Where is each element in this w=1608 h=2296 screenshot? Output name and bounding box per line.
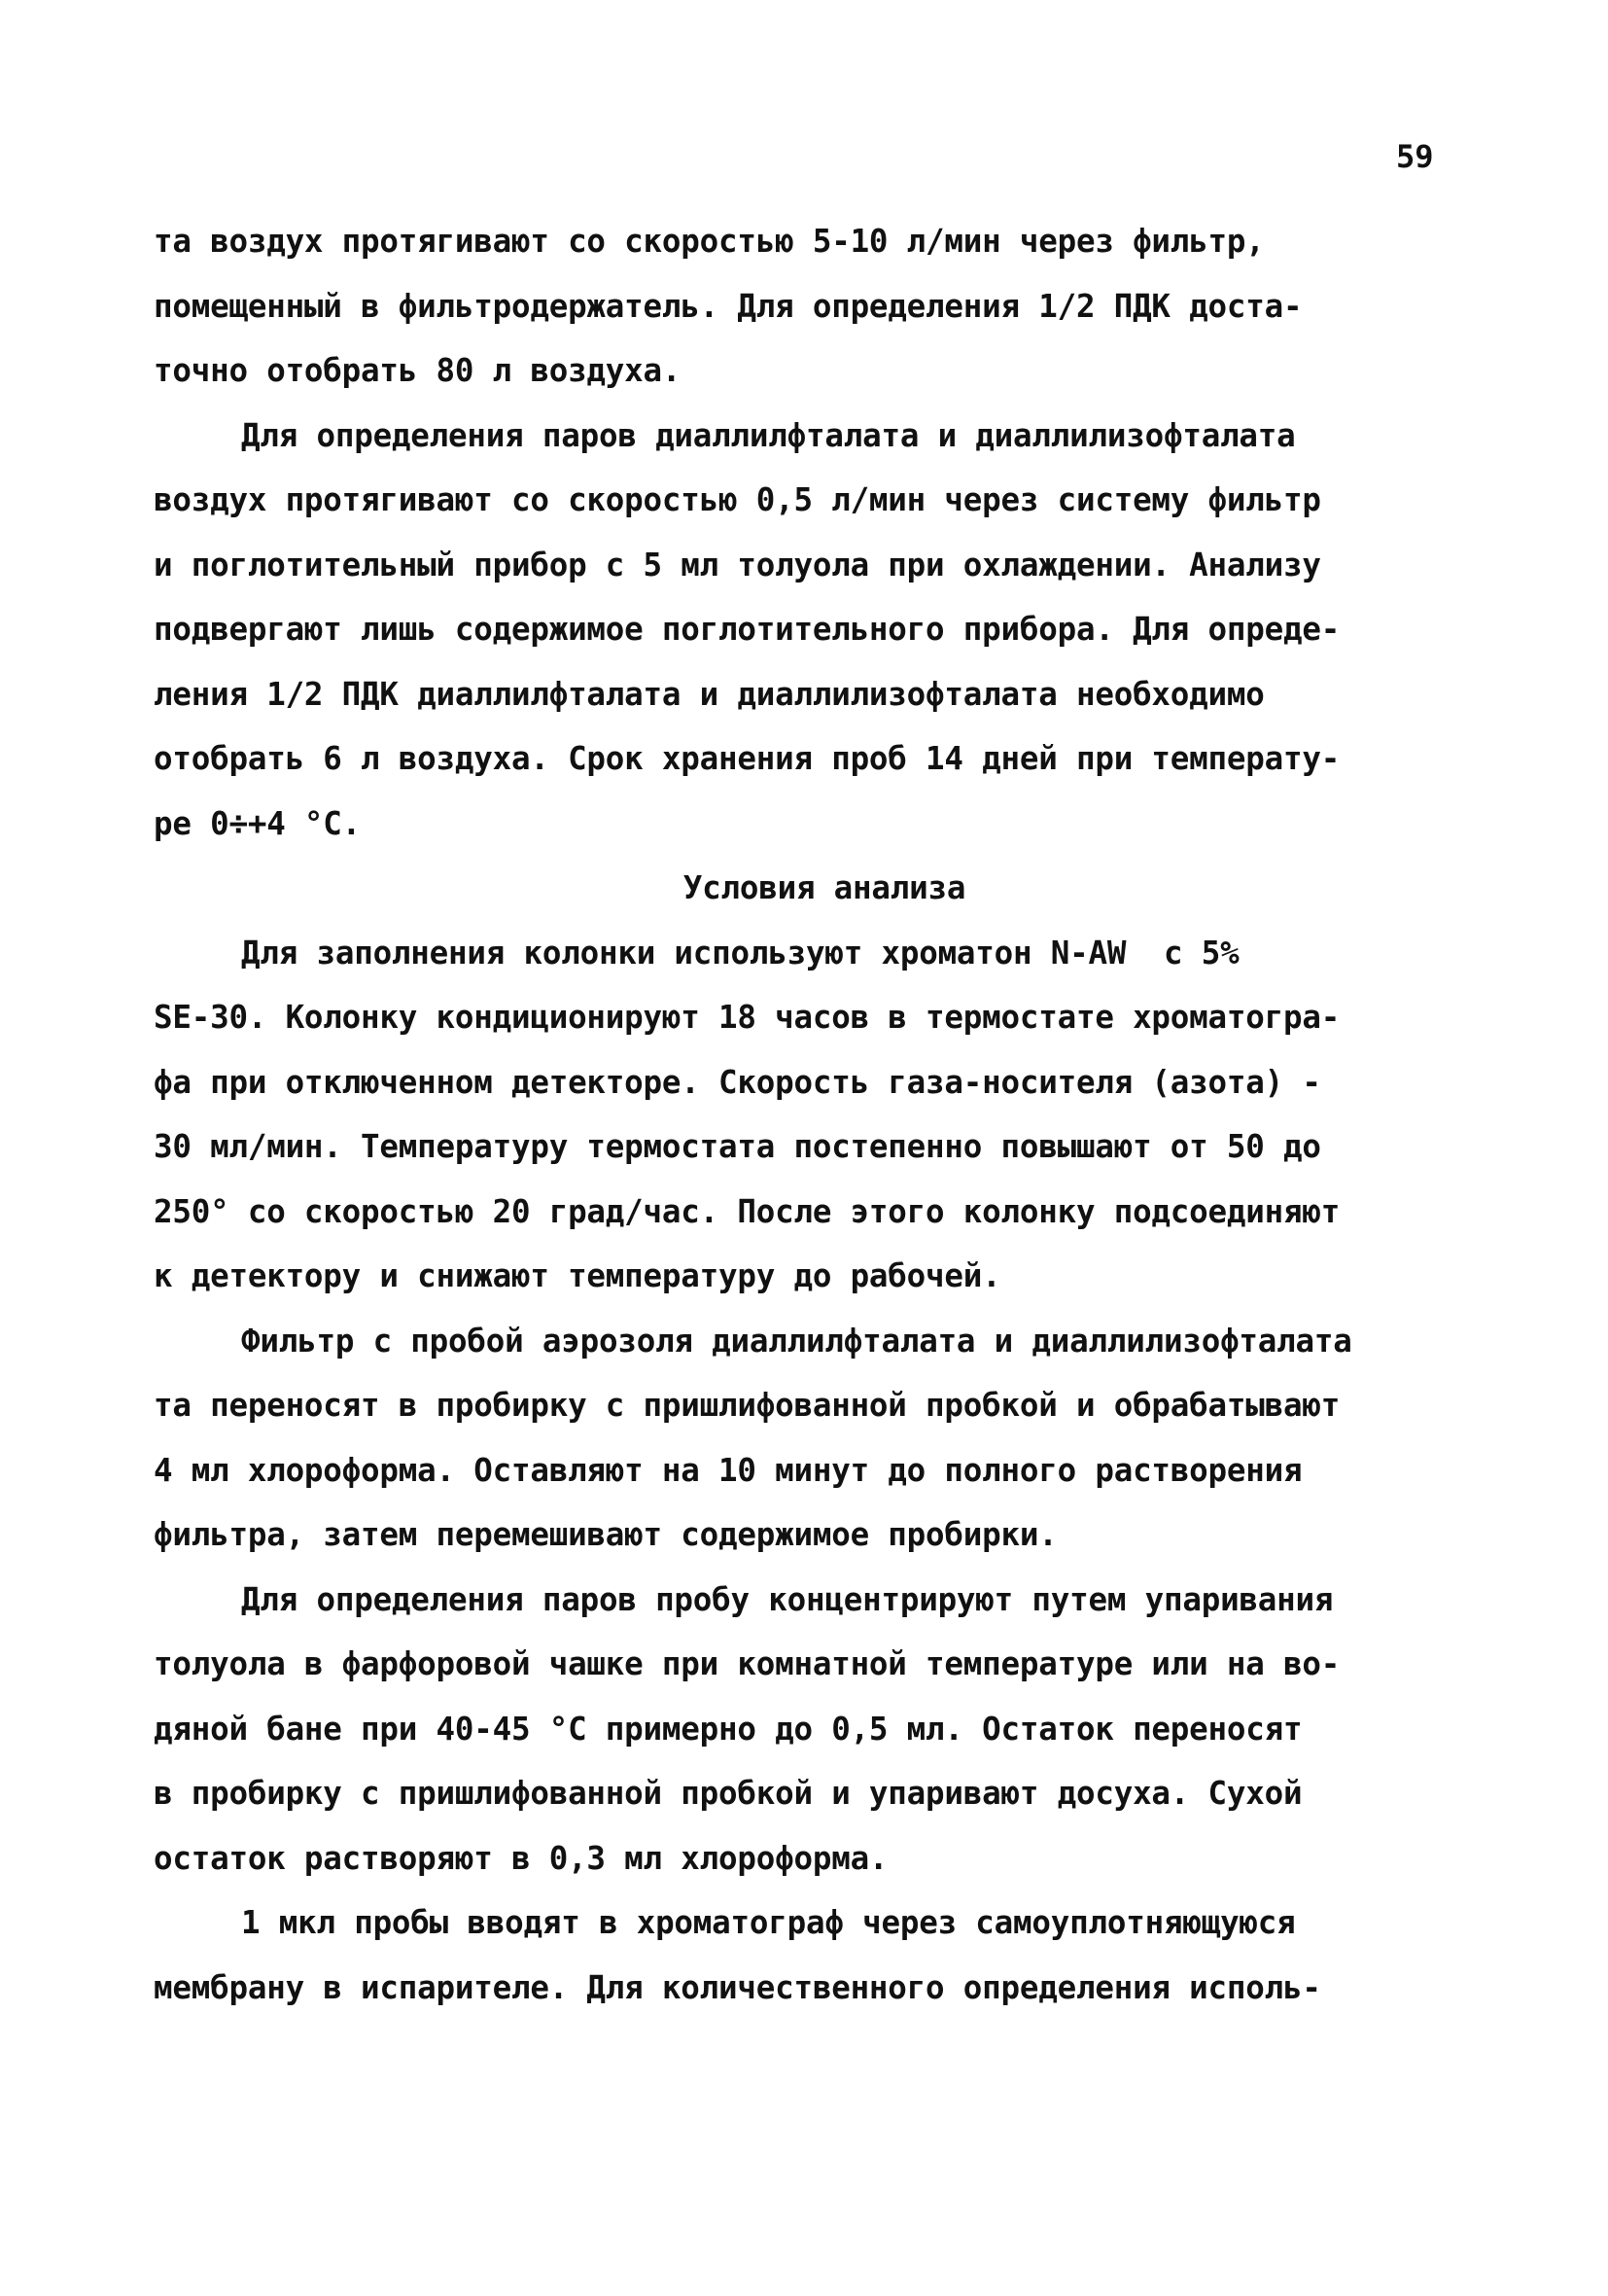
text-line: точно отобрать 80 л воздуха. — [154, 352, 682, 389]
section-heading: Условия анализа — [682, 869, 966, 906]
page-number: 59 — [1396, 138, 1434, 175]
text-line: ления 1/2 ПДК диаллилфталата и диаллилизофталата необходимо — [154, 675, 1265, 713]
text-line: 30 мл/мин. Температуру термостата постепенно повышают от 50 до — [154, 1128, 1321, 1165]
text-line: остаток растворяют в 0,3 мл хлороформа. — [154, 1839, 889, 1877]
text-line: подвергают лишь содержимое поглотительного прибора. Для опреде- — [154, 611, 1341, 648]
text-line: Для заполнения колонки используют хроматон N-AW с 5% — [241, 934, 1240, 971]
text-line: Для определения паров пробу концентрируют путем упаривания — [241, 1580, 1334, 1618]
text-line: 1 мкл пробы вводят в хроматограф через самоуплотняющуюся — [241, 1904, 1296, 1941]
text-line: фа при отключенном детекторе. Скорость газа-носителя (азота) - — [154, 1063, 1321, 1101]
text-line: та воздух протягивают со скоростью 5-10 л/мин через фильтр, — [154, 223, 1265, 260]
text-line: к детектору и снижают температуру до рабочей. — [154, 1257, 1001, 1294]
text-line: дяной бане при 40-45 °С примерно до 0,5 мл. Остаток переносят — [154, 1710, 1303, 1748]
text-line: та переносят в пробирку с пришлифованной пробкой и обрабатывают — [154, 1387, 1341, 1424]
text-line: толуола в фарфоровой чашке при комнатной температуре или на во- — [154, 1645, 1341, 1682]
text-line: ре 0÷+4 °С. — [154, 804, 362, 842]
text-line: помещенный в фильтродержатель. Для определения 1/2 ПДК доста- — [154, 287, 1303, 325]
text-line: Для определения паров диаллилфталата и диаллилизофталата — [241, 416, 1296, 454]
document-body — [154, 209, 1456, 2020]
text-line: Фильтр с пробой аэрозоля диаллилфталата и диаллилизофталата — [241, 1322, 1352, 1360]
text-line: фильтра, затем перемешивают содержимое пробирки. — [154, 1516, 1058, 1553]
text-line: SE-30. Колонку кондиционируют 18 часов в термостате хроматогра- — [154, 999, 1341, 1036]
text-line: 250° со скоростью 20 град/час. После этого колонку подсоединяют — [154, 1192, 1341, 1230]
text-line: в пробирку с пришлифованной пробкой и упаривают досуха. Сухой — [154, 1775, 1303, 1812]
text-line: 4 мл хлороформа. Оставляют на 10 минут до полного растворения — [154, 1451, 1303, 1489]
text-line: мембрану в испарителе. Для количественного определения исполь- — [154, 1968, 1321, 2006]
text-line: воздух протягивают со скоростью 0,5 л/мин через систему фильтр — [154, 481, 1321, 518]
text-line: отобрать 6 л воздуха. Срок хранения проб 14 дней при температу- — [154, 740, 1341, 777]
text-line: и поглотительный прибор с 5 мл толуола при охлаждении. Анализу — [154, 546, 1321, 583]
